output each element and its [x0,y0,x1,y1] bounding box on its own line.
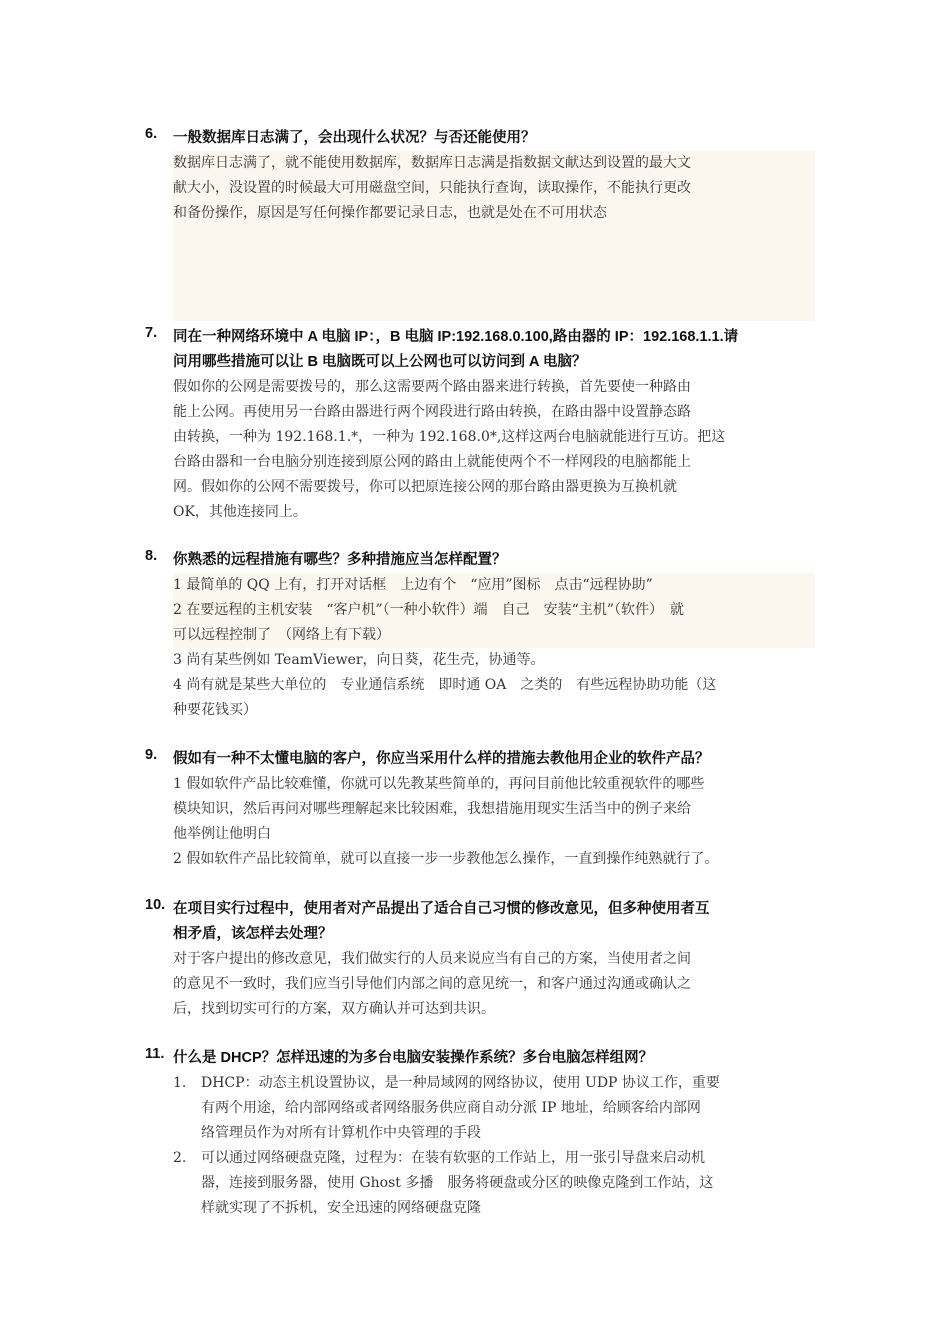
answer-line: 3 尚有某些例如 TeamViewer，向日葵，花生壳，协通等。 [173,652,545,668]
answer-line: 网。假如你的公网不需要拨号，你可以把原连接公网的那台路由器更换为互换机就 [173,479,677,495]
question-number: 6. [145,126,158,142]
question-title [173,325,815,375]
answer-block [173,375,815,525]
question-number: 8. [145,548,158,564]
title-line: 相矛盾，该怎样去处理？ [173,926,333,942]
question-7 [145,325,815,525]
answer-block [173,947,815,1022]
answer-line: 由转换，一种为 192.168.1.*，一种为 192.168.0*,这样这两台电脑就能进行互访。把这 [173,429,726,445]
question-11 [145,1046,815,1221]
title-line: 问用哪些措施可以让 B 电脑既可以上公网也可以访问到 A 电脑？ [173,354,587,370]
question-title: 假如有一种不太懂电脑的客户，你应当采用什么样的措施去教他用企业的软件产品？ [173,751,710,767]
answer-line: 假如你的公网是需要拨号的，那么这需要两个路由器来进行转换，首先要使一种路由 [173,379,691,395]
list-item-number: 2. [173,1150,187,1166]
answer-line: 种要花钱买） [173,702,257,718]
question-8 [145,548,815,723]
question-10 [145,897,815,1022]
answer-line: 2 在要远程的主机安装 “客户机”（一种小软件）端 自己 安装“主机”（软件） 就 [173,598,815,623]
answer-line: DHCP：动态主机设置协议，是一种局域网的网络协议，使用 UDP 协议工作，重要 [201,1075,720,1091]
question-title: 一般数据库日志满了，会出现什么状况？与否还能使用？ [173,130,536,146]
answer-block [173,151,815,321]
question-title: 什么是 DHCP？怎样迅速的为多台电脑安装操作系统？多台电脑怎样组网？ [173,1050,654,1066]
answer-line: 能上公网。再使用另一台路由器进行两个网段进行路由转换，在路由器中设置静态路 [173,404,691,420]
answer-line: 可以远程控制了 （网络上有下载） [173,623,815,648]
answer-block [173,772,815,872]
answer-line: 献大小，没设置的时候最大可用磁盘空间，只能执行查询，读取操作，不能执行更改 [173,180,691,196]
answer-line: 器，连接到服务器，使用 Ghost 多播 服务将硬盘或分区的映像克隆到工作站，这 [201,1175,714,1191]
answer-line: 络管理员作为对所有计算机作中央管理的手段 [201,1125,481,1141]
answer-block [173,573,815,723]
answer-line: 台路由器和一台电脑分别连接到原公网的路由上就能使两个不一样网段的电脑都能上 [173,454,691,470]
answer-line: 1 假如软件产品比较难懂，你就可以先教某些简单的，再问目前他比较重视软件的哪些 [173,776,705,792]
title-line: 在项目实行过程中，使用者对产品提出了适合自己习惯的修改意见，但多种使用者互 [173,901,710,917]
answer-line: 后，找到切实可行的方案，双方确认并可达到共识。 [173,1001,495,1017]
answer-line: 的意见不一致时，我们应当引导他们内部之间的意见统一，和客户通过沟通或确认之 [173,976,691,992]
answer-line: 有两个用途，给内部网络或者网络服务供应商自动分派 IP 地址，给顾客给内部网 [201,1100,701,1116]
question-number: 11. [145,1046,165,1062]
answer-line: 和备份操作，原因是写任何操作都要记录日志，也就是处在不可用状态 [173,205,607,221]
title-line: 同在一种网络环境中 A 电脑 IP：，B 电脑 IP:192.168.0.100,路由器的 IP：192.168.1.1.请 [173,329,739,345]
question-9 [145,747,815,872]
answer-block [173,1071,815,1221]
question-title [173,897,815,947]
question-number: 7. [145,325,158,341]
answer-line: 对于客户提出的修改意见，我们做实行的人员来说应当有自己的方案，当使用者之间 [173,951,691,967]
answer-line: 1 最简单的 QQ 上有，打开对话框 上边有个 “应用”图标 点击“远程协助” [173,573,815,598]
answer-line: 数据库日志满了，就不能使用数据库，数据库日志满是指数据文献达到设置的最大文 [173,155,691,171]
answer-line: OK，其他连接同上。 [173,504,307,520]
question-number: 9. [145,747,158,763]
answer-line: 可以通过网络硬盘克隆，过程为：在装有软驱的工作站上，用一张引导盘来启动机 [201,1150,705,1166]
answer-line: 他举例让他明白 [173,826,271,842]
question-number: 10. [145,897,166,913]
list-item [173,1071,815,1146]
list-item [173,1146,815,1221]
question-6 [145,126,815,321]
list-item-number: 1. [173,1075,187,1091]
question-title: 你熟悉的远程措施有哪些？多种措施应当怎样配置？ [173,552,507,568]
answer-line: 4 尚有就是某些大单位的 专业通信系统 即时通 OA 之类的 有些远程协助功能（这 [173,677,717,693]
answer-line: 样就实现了不拆机，安全迅速的网络硬盘克隆 [201,1200,481,1216]
answer-line: 2 假如软件产品比较简单，就可以直接一步一步教他怎么操作，一直到操作纯熟就行了。 [173,851,719,867]
answer-line: 模块知识，然后再问对哪些理解起来比较困难，我想措施用现实生活当中的例子来给 [173,801,691,817]
